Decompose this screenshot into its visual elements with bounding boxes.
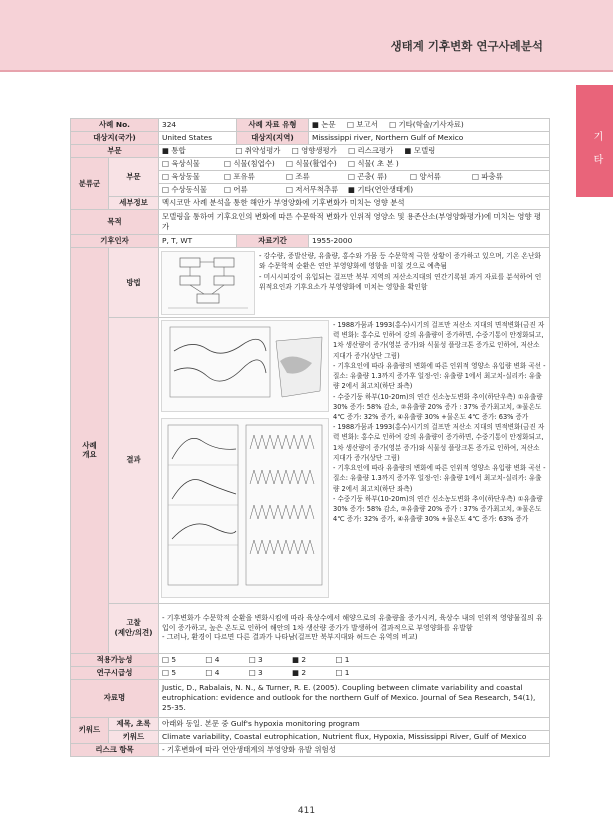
class-option[interactable]: □ 저서무척추류 xyxy=(286,185,339,194)
purpose-label: 목적 xyxy=(71,210,159,235)
sector-option[interactable]: □ 영향생평가 xyxy=(291,146,337,155)
sector-options xyxy=(159,145,550,158)
method-cell xyxy=(159,248,550,318)
class-option[interactable]: □ 양서류 xyxy=(410,172,441,181)
result-figure-bottom xyxy=(161,418,329,598)
keywords-kw-value: Climate variability, Coastal eutrophication, Nutrient flux, Hypoxia, Mississippi River, Gulf of Mexico xyxy=(159,730,550,743)
discussion-label: 고찰 (제안/의견) xyxy=(109,603,159,653)
page-header-title: 생태계 기후변화 연구사례분석 xyxy=(390,39,543,53)
side-tab xyxy=(576,85,613,197)
risk-label: 리스크 항목 xyxy=(71,743,159,756)
urgency-option[interactable]: ■ 2 xyxy=(292,667,307,677)
urgency-options xyxy=(159,666,550,679)
keywords-label: 키워드 xyxy=(71,717,109,743)
case-no-label: 사례 No. xyxy=(71,119,159,132)
result-bullet: - 기후요인에 따라 유출량의 변화에 따른 인위적 영양소 유입량 변화 곡선 -질소: 유출량 1.3까지 증가후 일정-인: 유출량 1에서 최고치-실리카: 유출량 2에서 최고치(하단 좌측) xyxy=(333,464,546,493)
case-table xyxy=(70,118,550,757)
country-label: 대상지(국가) xyxy=(71,132,159,145)
climate-factor-label: 기후인자 xyxy=(71,235,159,248)
class-option[interactable]: □ 어류 xyxy=(224,185,248,194)
class-option[interactable]: □ 육상식물 xyxy=(162,159,200,168)
result-bullet: - 기후요인에 따라 유출량의 변화에 따른 인위적 영양소 유입량 변화 곡선 -질소: 유출량 1.3까지 증가후 일정-인: 유출량 1에서 최고치-실리카: 유출량 2에서 최고치(하단 좌측) xyxy=(333,361,546,391)
detail-label: 세부정보 xyxy=(109,197,159,210)
keywords-title-value: 아래와 동일. 본문 중 Gulf's hypoxia monitoring program xyxy=(159,717,550,730)
class-option[interactable]: □ 곤충( 류) xyxy=(348,172,387,181)
class-row-3 xyxy=(159,184,550,197)
header-band xyxy=(0,0,613,70)
risk-value: - 기후변화에 따라 연안생태계의 부영양화 유발 위험성 xyxy=(159,743,550,756)
group-label: 분류군 xyxy=(71,158,109,210)
region-value: Mississippi river, Northern Gulf of Mexico xyxy=(309,132,550,145)
page-number: 411 xyxy=(297,806,316,816)
result-bullet: - 1988가뭄과 1993(홍수)시기의 걸프만 저산소 지대의 면적변화(금진 자력 변화): 홍수로 인하여 강의 유출량이 증가하면, 수중기통이 안정화되고, 1차 생산량이 증가(영분 증가)와 식물성 플랑크톤 증가로 인하여, 저산소 지대가 증가(상단 그림) xyxy=(333,423,545,462)
urgency-label: 연구시급성 xyxy=(71,666,159,679)
type-option[interactable]: ■ 논문 xyxy=(312,120,336,129)
class-option[interactable]: □ 파충류 xyxy=(472,172,503,181)
summary-label: 사례 개요 xyxy=(71,248,109,654)
case-type-options xyxy=(309,119,550,132)
result-figure-top xyxy=(161,320,329,412)
applicability-option[interactable]: □ 5 xyxy=(162,654,177,664)
class-option[interactable]: □ 식물(침엽수) xyxy=(224,159,275,168)
type-option[interactable]: □ 기타(학술/기사자료) xyxy=(389,120,464,129)
class-option[interactable]: ■ 기타(연안생태계) xyxy=(348,185,414,194)
method-bullet: - 강수량, 증발산량, 유출량, 홍수와 가뭄 등 수문학적 극한 상황이 증가하고 있으며, 기온 온난화와 수문학적 순환은 연안 부영양화에 영향을 미칠 것으로 예측됨 xyxy=(259,251,542,271)
keywords-title-label: 제목, 초록 xyxy=(109,717,159,730)
class-option[interactable]: □ 포유류 xyxy=(224,172,255,181)
discussion-bullet: - 그러나, 환경이 다르면 다른 결과가 나타남(걸프만 북부지대와 허드슨 유역의 비교) xyxy=(162,633,418,642)
reference-label: 자료명 xyxy=(71,679,159,717)
method-bullet: - 미시시피강이 유입되는 걸프만 북부 지역의 저산소지대의 연간기록된 과거 자료를 분석하여 인위적요인과 기후요소가 부영양화에 미치는 영향을 확인함 xyxy=(259,272,542,292)
discussion-cell xyxy=(159,603,550,653)
keywords-kw-label: 키워드 xyxy=(109,730,159,743)
period-value: 1955-2000 xyxy=(309,235,550,248)
sector-option[interactable]: ■ 통합 xyxy=(162,146,186,155)
urgency-option[interactable]: □ 4 xyxy=(205,667,220,677)
method-label: 방법 xyxy=(109,248,159,318)
method-figure xyxy=(161,251,255,315)
climate-factor-value: P, T, WT xyxy=(159,235,237,248)
group-sector-label: 부문 xyxy=(109,158,159,197)
class-option[interactable]: □ 육상동물 xyxy=(162,172,200,181)
applicability-option[interactable]: □ 4 xyxy=(205,654,220,664)
urgency-option[interactable]: □ 3 xyxy=(248,667,263,677)
applicability-options xyxy=(159,653,550,666)
applicability-option[interactable]: □ 1 xyxy=(335,654,350,664)
class-option[interactable]: □ 식물( 초 본 ) xyxy=(348,159,399,168)
header-rule xyxy=(0,70,613,72)
result-cell xyxy=(159,318,550,604)
applicability-option[interactable]: ■ 2 xyxy=(292,654,307,664)
sector-label: 부문 xyxy=(71,145,159,158)
sector-option[interactable]: □ 취약성평가 xyxy=(235,146,281,155)
applicability-option[interactable]: □ 3 xyxy=(248,654,263,664)
discussion-bullet: - 기후변화가 수문학적 순환을 변화시킴에 따라 육상수에서 해양으로의 유출량을 증가시켜, 육상수 내의 인위적 영양물질의 유입이 증가하고, 높은 온도로 인하여 해안의 1차 생산량 증가가 발생하여 결과적으로 부영양화를 유발함 xyxy=(162,614,543,632)
sector-option[interactable]: □ 리스크평가 xyxy=(348,146,394,155)
region-label: 대상지(지역) xyxy=(237,132,309,145)
applicability-label: 적용가능성 xyxy=(71,653,159,666)
reference-text: Justic, D., Rabalais, N. N., & Turner, R. E. (2005). Coupling between climate variability and coastal eutrophication: evidence and outlook for the northern Gulf of Mexico. Journal of Sea Research, 54(1), 25-35. xyxy=(159,679,550,717)
result-bullet: - 수중기둥 하부(10-20m)의 연간 신소농도변화 추이(하단우측) ①유출량 30% 증가: 58% 감소, ②유출량 20% 증가 : 37% 증가최고치, ③물온도 4℃ 증가: 32% 증가, ④유출량 30% +물온도 4℃ 증가: 63% 증가 xyxy=(333,494,543,524)
class-row-1 xyxy=(159,158,550,171)
result-bullet: - 1988가뭄과 1993(홍수)시기의 걸프만 저산소 지대의 면적변화(금진 자력 변화): 홍수로 인하여 강의 유출량이 증가하면, 수중기통이 안정화되고, 1차 생산량이 증가(영분 증가)와 식물성 플랑크톤 증가로 인하여, 저산소 지대가 증가(상단 그림) xyxy=(333,321,545,360)
case-type-label: 사례 자료 유형 xyxy=(237,119,309,132)
urgency-option[interactable]: □ 5 xyxy=(162,667,177,677)
result-label: 결과 xyxy=(109,318,159,604)
detail-value: 멕시코만 사례 분석을 통한 해안가 부영양화에 기후변화가 미치는 영향 분석 xyxy=(159,197,550,210)
side-tab-label: 기 타 xyxy=(591,131,602,170)
class-option[interactable]: □ 조류 xyxy=(286,172,310,181)
type-option[interactable]: □ 보고서 xyxy=(346,120,378,129)
period-label: 자료기간 xyxy=(237,235,309,248)
urgency-option[interactable]: □ 1 xyxy=(335,667,350,677)
result-bullet: - 수중기둥 하부(10-20m)의 연간 신소농도변화 추이(하단우측) ①유출량 30% 증가: 58% 감소, ②유출량 20% 증가 : 37% 증가최고치, ③물온도 4℃ 증가: 32% 증가, ④유출량 30% +물온도 4℃ 증가: 63% 증가 xyxy=(333,392,543,421)
country-value: United States xyxy=(159,132,237,145)
purpose-text: 모델링을 통하여 기후요인의 변화에 따른 수문학적 변화가 인위적 영양소 및 용존산소(부영양화평가)에 미치는 영향 평가 xyxy=(159,210,550,235)
class-option[interactable]: □ 식물(활엽수) xyxy=(286,159,337,168)
case-no-value: 324 xyxy=(159,119,237,132)
class-option[interactable]: □ 수상동식물 xyxy=(162,185,208,194)
class-row-2 xyxy=(159,171,550,184)
sector-option[interactable]: ■ 모델링 xyxy=(404,146,436,155)
